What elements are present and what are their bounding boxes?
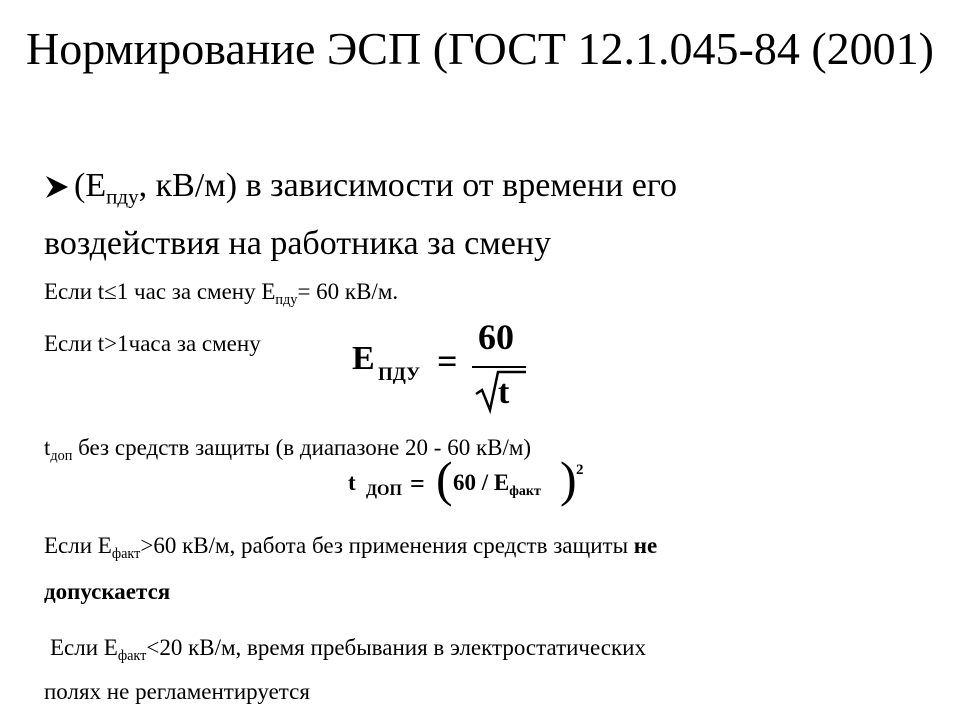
formula2-left-paren: ( (436, 451, 453, 507)
formula-e: Е (352, 340, 375, 377)
rule-over-limit: Если $Е_{факт}>60$ кВ/м, работа без применения средств защиты не (44, 533, 658, 562)
rule-under-limit: Если $Е_{факт}<20$ кВ/м, время пребывания в электростатических (50, 635, 646, 664)
formula2-expression: $60 / Е_{факт}$ (453, 470, 541, 499)
bullet-text: ($Е_{пду}$, кВ/м) в зависимости от времени его (74, 167, 677, 209)
formula-denominator: t (498, 374, 510, 411)
rule-short-exposure: Если t≤1 час за смену $Е_{пду}= 60$ кВ/м. (44, 279, 399, 308)
formula-numerator: 60 (478, 317, 514, 357)
tdop-definition: $t_{доп}$ без средств защиты (в диапазоне 20 - 60 кВ/м) (44, 435, 532, 464)
rule-long-exposure: Если t>1часа за смену (44, 331, 261, 356)
rule-over-limit-line2: допускается (44, 579, 171, 604)
formula-e-sub: ПДУ (378, 364, 421, 385)
formula2-t: t (348, 470, 356, 495)
formula2-t-sub: ДОП (366, 482, 402, 499)
formula2-equals: = (410, 469, 425, 498)
page-title: Нормирование ЭСП (ГОСТ 12.1.045-84 (2001) (26, 23, 934, 74)
formula2-right-paren: ) (560, 451, 577, 507)
bullet-text-line2: воздействия на работника за смену (44, 225, 552, 262)
formula-equals: = (437, 341, 458, 381)
arrow-bullet-icon (44, 174, 70, 200)
rule-under-limit-line2: полях не регламентируется (44, 679, 310, 704)
formula2-exponent: 2 (576, 462, 584, 478)
fraction-line (472, 366, 526, 368)
